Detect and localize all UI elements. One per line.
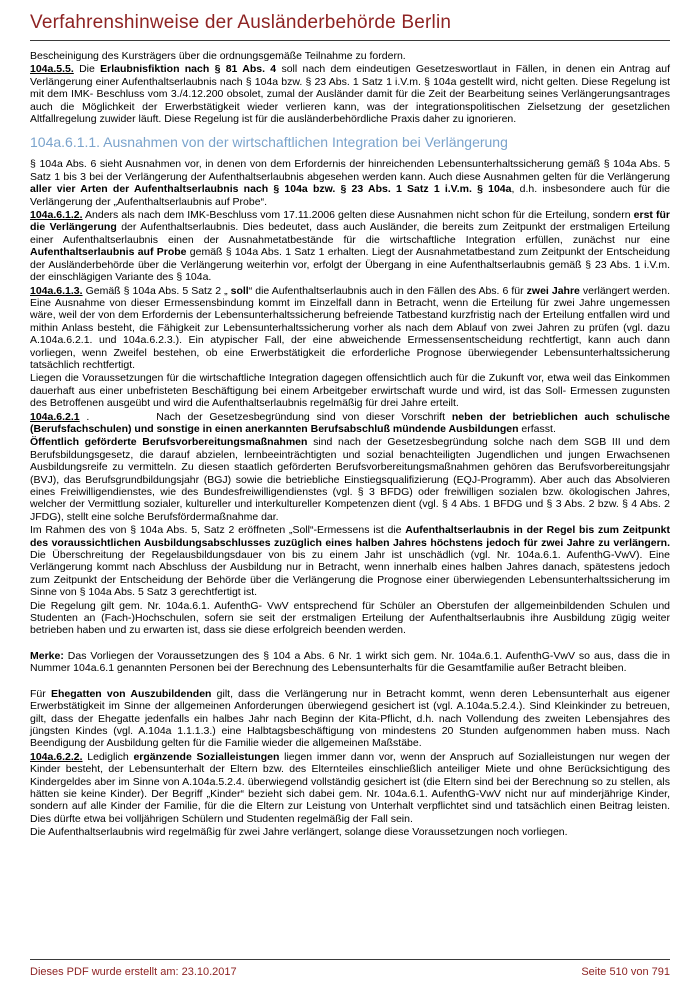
text-segment: “ die Aufenthaltserlaubnis auch in den Fällen des Abs. 6 für [248,284,527,297]
text-segment: Im Rahmen des von § 104a Abs. 5, Satz 2 eröffneten „Soll“-Ermessens ist die [30,524,406,537]
text-segment: Erlaubnisfiktion nach § 81 Abs. 4 [100,63,277,76]
paragraph-spacer [30,638,670,650]
text-segment: verlängert werden. Eine Ausnahme von dieser Ermessensbindung kommt im Einzelfall dann in Betracht, wenn die Erteilung für zwei Jahre ungemessen wäre, weil der von dem Erfordernis der Lebensunterhaltssicherung befreiende Tatbestand kurzfristig nach der Erteilung entfallen wird und mithin Anlass besteht, die Fähigkeit zur Lebensunterhaltssicherung vorher als nach dem Ablauf von zwei Jahren zu prüfen (vgl. dazu A.104a.6.2.1. und 104a.6.2.3.). Ein atypischer Fall, der eine abweichende Ermessensentscheidung rechtfertigt, kann auch dann vorliegen, wenn Zweifel bestehen, ob eine Erwerbstätigkeit die erforderliche Prognose überwiegender Lebensunterhaltssicherung tatsächlich rechtfertigt. [30,284,670,371]
text-segment: Ehegatten von Auszubildenden [50,687,212,700]
text-segment: Merke: [30,649,64,662]
text-segment: zwei Jahre [526,284,580,297]
paragraph [30,524,670,598]
text-segment: Öffentlich geförderte Berufsvorbereitungsmaßnahmen [30,436,308,449]
text-segment: Bescheinigung des Kursträgers über die ordnungsgemäße Teilnahme zu fordern. [30,50,406,62]
paragraph [30,436,670,523]
text-segment: 104a.6.2.2. [30,750,83,763]
text-segment: liegen immer dann vor, wenn der Anspruch auf Sozialleistungen nur wegen der Kinder besteht, der Lebensunterhalt der Eltern bzw. des Elternteiles einschließlich anteiliger Miete und ohne Berücksichtigung des Kindergeldes aber im Sinne von A.104a.5.2.4. überwiegend vollständig gesichert ist (die Eltern sind bei der Berechnung so zu stellen, als hätten sie keine Kinder). Der Begriff „Kinder“ bezieht sich dabei gem. Nr. 104a.6.1. AufenthG-VwV nicht nur auf minderjährige Kinder, sondern auf alle Kinder der Familie, für die die Eltern zur Leistung von Unterhalt verpflichtet sind und tatsächlich einen Beitrag leisten. Dies dürfte etwa bei volljährigen Schülern und Studenten regelmäßig der Fall sein. [30,750,671,825]
text-segment: sind nach der Gesetzesbegründung solche nach dem SGB III und dem Berufsbildungsgesetz, die darauf abzielen, lernbeeinträchtigten und sozial benachteiligten Jugendlichen und jungen Erwachsenen Ausbildungsreife zu vermitteln. Zu diesen staatlich geförderten Berufsvorbereitungsmaßnahmen gehören das Berufsvorbereitungsjahr (BVJ), das Berufsgrundbildungsjahr (BGJ) sowie die betriebliche Einstiegsqualifizierung (EQJ-Programm). Aber auch das Absolvieren eines Freiwilligendienstes, wie des Bundesfreiwilligendienstes (vgl. § 3 BFDG) oder freiwilligen sozialen bzw. ökologischen Jahres, welcher der Vermittlung sozialer, kultureller und interkultureller Kompetenzen dient (vgl. § 4 Abs. 1 BFDG und § 3 Abs. 2 bzw. § 4 Abs. 2 JFDG), stellt eine solche Berufsfördermaßnahme dar. [30,436,670,523]
text-segment: Die [73,63,101,76]
paragraph-spacer [30,676,670,688]
text-segment: Anders als nach dem IMK-Beschluss vom 17.11.2006 gelten diese Ausnahmen nicht schon für die Erteilung, sondern [82,209,634,222]
page-title: Verfahrenshinweise der Ausländerbehörde Berlin [30,12,452,33]
paragraph [30,650,670,675]
paragraph [30,209,670,283]
text-segment: Lediglich [82,750,134,763]
text-segment: § 104a Abs. 6 sieht Ausnahmen vor, in denen von dem Erfordernis der hinreichenden Lebensunterhaltssicherung gemäß § 104a Abs. 5 Satz 1 bis 3 bei der Verlängerung der Aufenthaltserlaubnis abgesehen werden kann. Auch diese Ausnahmen gelten für die Verlängerung [30,158,670,183]
text-segment: 104a.5.5. [30,63,74,76]
text-segment: , d.h. insbesondere auch für die Verlängerung der „Aufenthaltserlaubnis auf Probe“. [30,183,670,208]
paragraph [30,600,670,637]
text-segment: ergänzende Sozialleistungen [133,750,280,763]
text-segment: gemäß § 104a Abs. 1 Satz 1 erhalten. Liegt der Ausnahmetatbestand zum Zeitpunkt der Entscheidung der Ausländerbehörde über die Verlängerung weiterhin vor, erfolgt der Übergang in eine Aufenthaltserlaubnis gemäß § 23 Abs. 1 i.V.m. der einschlägigen Variante des § 104a. [30,246,670,284]
text-segment: soll nach dem eindeutigen Gesetzeswortlaut in Fällen, in denen ein Antrag auf Verlängerung einer Aufenthaltserlaubnis nach § 104a bzw. § 23 Abs. 1 Satz 1 i.V.m. § 104a gestellt wird, nicht gelten. Diese Regelung ist mit dem IMK- Beschluss vom 3./4.12.200 obsolet, zumal der Ausländer damit für die Zeit der Bearbeitung seines Verlängerungsantrages auch die Möglichkeit der Erwerbstätigkeit wieder verlieren kann, was der integrationspolitischen Zielsetzung der gesetzlichen Altfallregelung zuwider läuft. Diese Regelung ist für die ausländerbehördliche Praxis daher zu ignorieren. [30,63,671,126]
text-segment: aller vier Arten der Aufenthaltserlaubnis nach § 104a bzw. § 23 Abs. 1 Satz 1 i.V.m. § 104a [30,183,512,196]
text-segment: der Aufenthaltserlaubnis. Dies bedeutet, dass auch Ausländer, die bereits zum Zeitpunkt der erstmaligen Erteilung einer Aufenthaltserlaubnis einen der Ausnahmetatbestände für die wirtschaftliche Integration erfüllen, zunächst nur eine [30,221,670,246]
text-segment: Die Aufenthaltserlaubnis wird regelmäßig für zwei Jahre verlängert, solange diese Voraussetzungen noch vorliegen. [30,826,568,839]
text-segment: Gemäß § 104a Abs. 5 Satz 2 „ [82,284,231,297]
text-segment: 104a.6.1.3. [30,284,83,297]
text-segment: neben der betrieblichen auch schulische (Berufsfachschulen) und sonstige in einen anerkannten Berufsabschluß mündende Ausbildungen [30,410,671,435]
document-body [0,41,700,839]
footer-page-number: Seite 510 von 791 [581,966,670,978]
paragraph [30,372,670,409]
paragraph [30,688,670,750]
text-segment: Die Überschreitung der Regelausbildungsdauer von bis zu einem Jahr ist unschädlich (vgl. Nr. 104a.6.1. AufenthG-VwV). Eine Verlängerung kommt nach Abschluss der Ausbildung nur in Betracht, wenn innerhalb eines halben Jahres danach, spätestens jedoch zum Zeitpunkt der Entscheidung der Behörde über die Verlängerung die Prognose einer überwiegenden Lebensunterhaltssicherung im Sinne von § 104a Abs. 5 Satz 3 gerechtfertigt ist. [30,549,670,599]
document-footer [30,959,670,978]
paragraph [30,285,670,372]
text-segment: soll [230,284,249,297]
text-segment: 104a.6.2.1 [30,410,80,423]
paragraph [30,751,670,825]
section-heading: 104a.6.1.1. Ausnahmen von der wirtschaftlichen Integration bei Verlängerung [30,134,508,151]
paragraph [30,63,670,125]
text-segment: Aufenthaltserlaubnis in der Regel bis zum Zeitpunkt des voraussichtlichen Ausbildungsabschlusses zuzüglich eines halben Jahres höchstens jedoch für zwei Jahre zu verlängern. [30,524,670,549]
paragraph [30,826,670,838]
text-segment: . Nach der Gesetzesbegründung sind von dieser Vorschrift [79,410,452,423]
text-segment: Das Vorliegen der Voraussetzungen des § 104 a Abs. 6 Nr. 1 wirkt sich gem. Nr. 104a.6.1. AufenthG-VwV so aus, dass die in Nummer 104a.6.1 genannten Personen bei der Berechnung des Lebensunterhalts für die Gesamtfamilie außer Betracht bleiben. [30,649,670,675]
text-segment: erst für die Verlängerung [30,209,670,234]
text-segment: Aufenthaltserlaubnis auf Probe [30,246,187,259]
text-segment: gilt, dass die Verlängerung nur in Betracht kommt, wenn deren Lebensunterhalt aus eigener Erwerbstätigkeit im Sinne der allgemeinen Anforderungen überwiegend gesichert ist (vgl. A.104a.5.2.4.). Sind Kleinkinder zu betreuen, gilt, dass der Ehegatte jedenfalls ein halbes Jahr nach Beginn der Kita-Pflicht, d.h. nach Vollendung des zweiten Lebensjahres des jüngsten Kindes (vgl. A.104a 1.1.1.3.) eine Halbtagsbeschäftigung von mindestens 20 Stunden aufgenommen haben muss. Nach Beendigung der Ausbildung gelten für die Familie wieder die allgemeinen Maßstäbe. [30,687,671,750]
paragraph [30,50,670,62]
text-segment: Liegen die Voraussetzungen für die wirtschaftliche Integration dagegen offensichtlich auch für die Zukunft vor, etwa weil das Einkommen dauerhaft aus einer unbefristeten Beschäftigung bei einem Arbeitgeber erwirtschaft wurde und wird, ist das Soll- Ermessen zugunsten des Betroffenen ausgeübt und wird die Aufenthaltserlaubnis regelmäßig für drei Jahre erteilt. [30,372,670,410]
text-segment: Die Regelung gilt gem. Nr. 104a.6.1. AufenthG- VwV entsprechend für Schüler an Oberstufen der allgemeinbildenden Schulen und Studenten an (Fach-)Hochschulen, sofern sie seit der erstmaligen Erteilung der Aufenthaltserlaubnis ihre Ausbildung zügig weiter betrieben haben und zu erwarten ist, dass sie diese erfolgreich beenden werden. [30,599,670,637]
text-segment: erfasst. [518,422,556,435]
paragraph [30,411,670,436]
text-segment: 104a.6.1.2. [30,209,83,222]
document-header [0,0,700,41]
footer-created-date: Dieses PDF wurde erstellt am: 23.10.2017 [30,966,237,978]
paragraph [30,158,670,208]
text-segment: Für [30,687,51,700]
